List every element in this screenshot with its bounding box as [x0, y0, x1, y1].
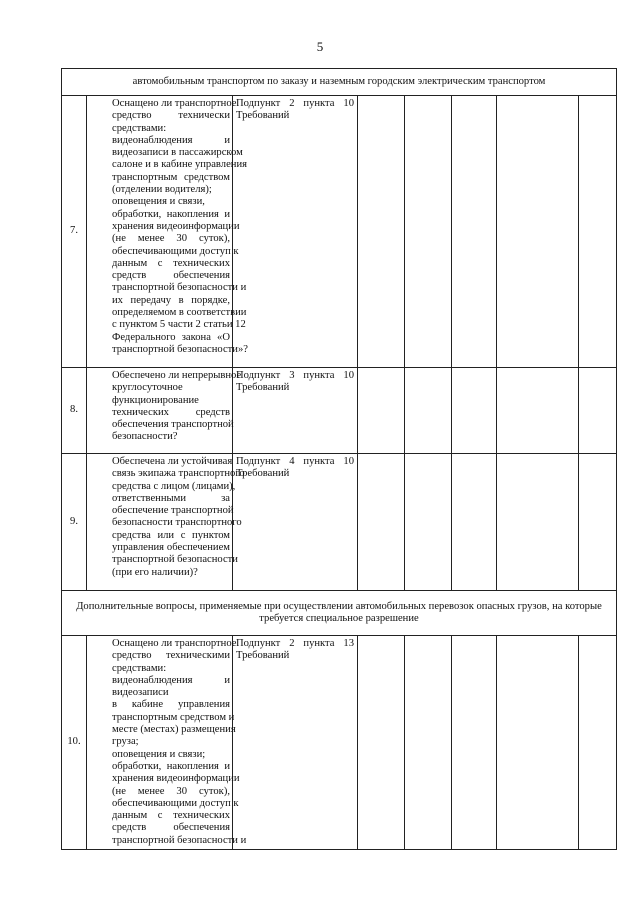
question-line: транспортной безопасности»? [112, 343, 248, 355]
answer-cell[interactable] [405, 454, 452, 591]
question-line: данным с технических [112, 810, 230, 822]
answer-cell[interactable] [579, 636, 617, 850]
reference-line: Требований [236, 382, 290, 394]
answer-cell[interactable] [405, 636, 452, 850]
answer-cell[interactable] [497, 636, 579, 850]
reference-line: Подпункт 2 пункта 13 [236, 638, 354, 649]
answer-cell[interactable] [452, 368, 497, 454]
question-line: видеозаписи [112, 687, 169, 699]
question-line: Федерального закона «О [112, 331, 230, 343]
question-line: обеспечивающими доступ к [112, 245, 239, 257]
question-line: хранения видеоинформации [112, 220, 240, 232]
question-line: обеспечивающими доступ к [112, 797, 239, 809]
question-line: технических средств [112, 406, 230, 418]
question-line: (отделении водителя); [112, 184, 212, 196]
answer-cell[interactable] [497, 368, 579, 454]
question-line: транспортной безопасности [112, 554, 238, 566]
answer-cell[interactable] [579, 96, 617, 368]
question-line: Обеспечена ли устойчивая [112, 456, 233, 467]
answer-cell[interactable] [358, 636, 405, 850]
answer-cell[interactable] [579, 368, 617, 454]
reference-line: Подпункт 3 пункта 10 [236, 370, 354, 381]
reference-line: Подпункт 2 пункта 10 [236, 98, 354, 109]
question-line: месте (местах) размещения [112, 724, 236, 736]
question-line: безопасности транспортного [112, 517, 242, 529]
reference-line: Подпункт 4 пункта 10 [236, 456, 354, 467]
question-line: транспортной безопасности и [112, 834, 247, 846]
question-line: круглосуточное [112, 382, 183, 394]
question-number: 8. [62, 368, 87, 454]
question-line: средство технически [112, 110, 230, 122]
question-line: (не менее 30 суток), [112, 233, 230, 245]
section-header-row [62, 591, 617, 636]
section-header-top: автомобильным транспортом по заказу и наземным городским электрическим транспортом [62, 69, 617, 96]
question-line: функционирование [112, 394, 199, 406]
question-row [62, 96, 617, 368]
question-line: транспортной безопасности и [112, 282, 247, 294]
question-text [87, 368, 242, 454]
question-line: связь экипажа транспортного [112, 468, 245, 480]
question-line: средства или с пунктом [112, 529, 230, 541]
question-line: ответственными за [112, 492, 230, 504]
reference-line: Требований [236, 650, 290, 662]
reference-line: Требований [236, 468, 290, 480]
requirement-reference [233, 454, 358, 591]
question-line: Оснащено ли транспортное [112, 98, 237, 109]
question-line: средства с лицом (лицами), [112, 480, 236, 492]
question-line: с пунктом 5 части 2 статьи 12 [112, 319, 246, 331]
answer-cell[interactable] [358, 368, 405, 454]
question-line: средствами: [112, 662, 167, 674]
question-text [87, 636, 247, 850]
question-line: оповещения и связи; [112, 748, 206, 760]
question-line: транспортным средством [112, 171, 230, 183]
question-line: средств обеспечения [112, 822, 230, 834]
question-number: 9. [62, 454, 87, 591]
question-line: их передачу в порядке, [112, 294, 230, 306]
checklist-table [61, 68, 617, 850]
question-number: 10. [62, 636, 87, 850]
question-line: обработки, накопления и [112, 208, 230, 220]
requirement-reference [233, 368, 358, 454]
question-line: средств обеспечения [112, 270, 230, 282]
answer-cell[interactable] [497, 96, 579, 368]
question-line: Обеспечено ли непрерывное [112, 370, 242, 381]
question-line: определяемом в соответствии [112, 307, 247, 319]
question-line: видеонаблюдения и [112, 134, 230, 146]
question-text [87, 96, 248, 368]
question-line: в кабине управления [112, 699, 230, 711]
reference-line: Требований [236, 110, 290, 122]
answer-cell[interactable] [452, 96, 497, 368]
question-row [62, 636, 617, 850]
question-line: салоне и в кабине управления [112, 159, 247, 171]
question-text [87, 454, 245, 591]
question-line: Оснащено ли транспортное [112, 638, 237, 649]
question-line: обеспечения транспортной [112, 419, 234, 431]
requirement-reference [233, 636, 358, 850]
requirement-reference [233, 96, 358, 368]
question-line: транспортным средством и [112, 711, 235, 723]
answer-cell[interactable] [405, 96, 452, 368]
question-row [62, 454, 617, 591]
question-line: (при его наличии)? [112, 566, 198, 578]
question-line: груза; [112, 736, 139, 748]
question-line: оповещения и связи, [112, 196, 205, 208]
answer-cell[interactable] [452, 454, 497, 591]
question-row [62, 368, 617, 454]
page-number: 5 [316, 39, 324, 54]
section-header-row [62, 69, 617, 96]
section-header-additional: Дополнительные вопросы, применяемые при осуществлении автомобильных перевозок опасных грузов, на которые требуется специальное разрешение [62, 591, 617, 636]
question-line: обеспечение транспортной [112, 505, 234, 517]
question-line: безопасности? [112, 431, 178, 443]
question-line: управления обеспечением [112, 542, 230, 554]
answer-cell[interactable] [358, 96, 405, 368]
question-number: 7. [62, 96, 87, 368]
answer-cell[interactable] [497, 454, 579, 591]
question-line: средство техническими [112, 650, 230, 662]
question-line: хранения видеоинформации [112, 773, 240, 785]
question-line: данным с технических [112, 257, 230, 269]
answer-cell[interactable] [405, 368, 452, 454]
answer-cell[interactable] [579, 454, 617, 591]
question-line: (не менее 30 суток), [112, 785, 230, 797]
question-line: видеозаписи в пассажирском [112, 147, 243, 159]
question-line: обработки, накопления и [112, 760, 230, 772]
question-line: средствами: [112, 122, 167, 134]
answer-cell[interactable] [452, 636, 497, 850]
question-line: видеонаблюдения и [112, 674, 230, 686]
answer-cell[interactable] [358, 454, 405, 591]
